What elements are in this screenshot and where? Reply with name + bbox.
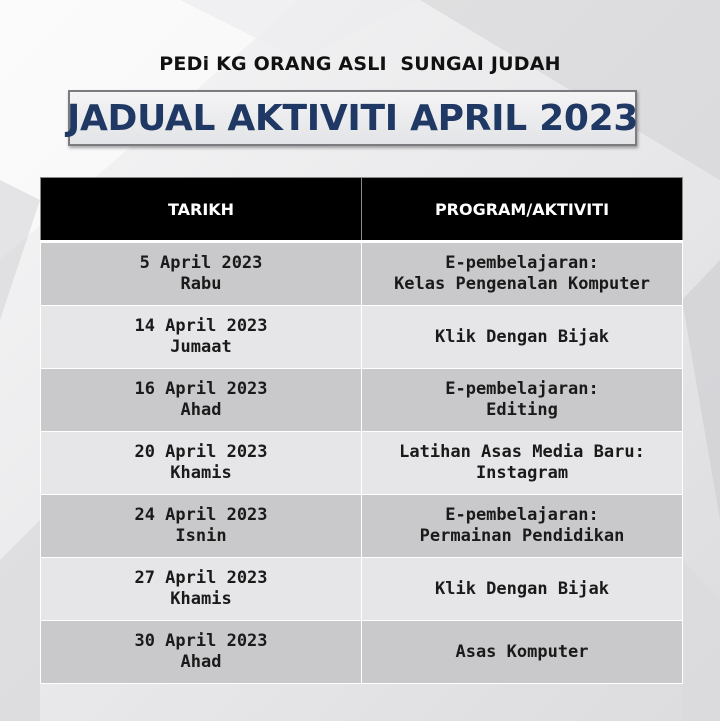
activity-cell: [362, 432, 683, 495]
activity-cell: [362, 306, 683, 369]
date-cell: [41, 558, 362, 621]
date-text: 24 April 2023: [134, 505, 268, 525]
date-cell: [41, 369, 362, 432]
table-row: [41, 306, 683, 369]
activity-cell: [362, 495, 683, 558]
day-text: Rabu: [180, 274, 222, 294]
table-row: [41, 495, 683, 558]
date-cell: [41, 432, 362, 495]
activity-text: Instagram: [475, 463, 569, 483]
activity-text: Klik Dengan Bijak: [435, 578, 609, 599]
activity-text: E-pembelajaran:: [445, 253, 599, 273]
activity-cell: [362, 558, 683, 621]
activity-text: Asas Komputer: [455, 641, 589, 662]
activity-cell: [362, 621, 683, 684]
day-text: Khamis: [170, 589, 232, 609]
activity-schedule-table: [40, 177, 683, 684]
day-text: Isnin: [175, 526, 227, 546]
activity-text: E-pembelajaran:: [445, 379, 599, 399]
day-text: Ahad: [180, 400, 222, 420]
column-header-activity: PROGRAM/AKTIVITI: [362, 178, 683, 242]
activity-cell: [362, 242, 683, 306]
date-text: 14 April 2023: [134, 316, 268, 336]
page-title: JADUAL AKTIVITI APRIL 2023: [66, 97, 639, 139]
table-row: [41, 558, 683, 621]
date-cell: [41, 306, 362, 369]
column-header-date: TARIKH: [41, 178, 362, 242]
activity-text: Klik Dengan Bijak: [435, 326, 609, 347]
table-row: [41, 369, 683, 432]
day-text: Khamis: [170, 463, 232, 483]
table-header-row: [41, 178, 683, 242]
date-cell: [41, 495, 362, 558]
activity-text: Latihan Asas Media Baru:: [399, 442, 645, 462]
date-cell: [41, 242, 362, 306]
day-text: Ahad: [180, 652, 222, 672]
date-text: 30 April 2023: [134, 631, 268, 651]
organization-name: PEDi KG ORANG ASLI SUNGAI JUDAH: [159, 53, 561, 75]
activity-text: Editing: [486, 400, 558, 420]
table-row: [41, 242, 683, 306]
date-cell: [41, 621, 362, 684]
date-text: 16 April 2023: [134, 379, 268, 399]
activity-text: Permainan Pendidikan: [419, 526, 625, 546]
date-text: 27 April 2023: [134, 568, 268, 588]
date-text: 5 April 2023: [139, 253, 263, 273]
activity-text: Kelas Pengenalan Komputer: [394, 274, 650, 294]
activity-cell: [362, 369, 683, 432]
activity-text: E-pembelajaran:: [445, 505, 599, 525]
table-row: [41, 432, 683, 495]
date-text: 20 April 2023: [134, 442, 268, 462]
day-text: Jumaat: [170, 337, 232, 357]
table-row: [41, 621, 683, 684]
title-banner: [68, 90, 637, 146]
